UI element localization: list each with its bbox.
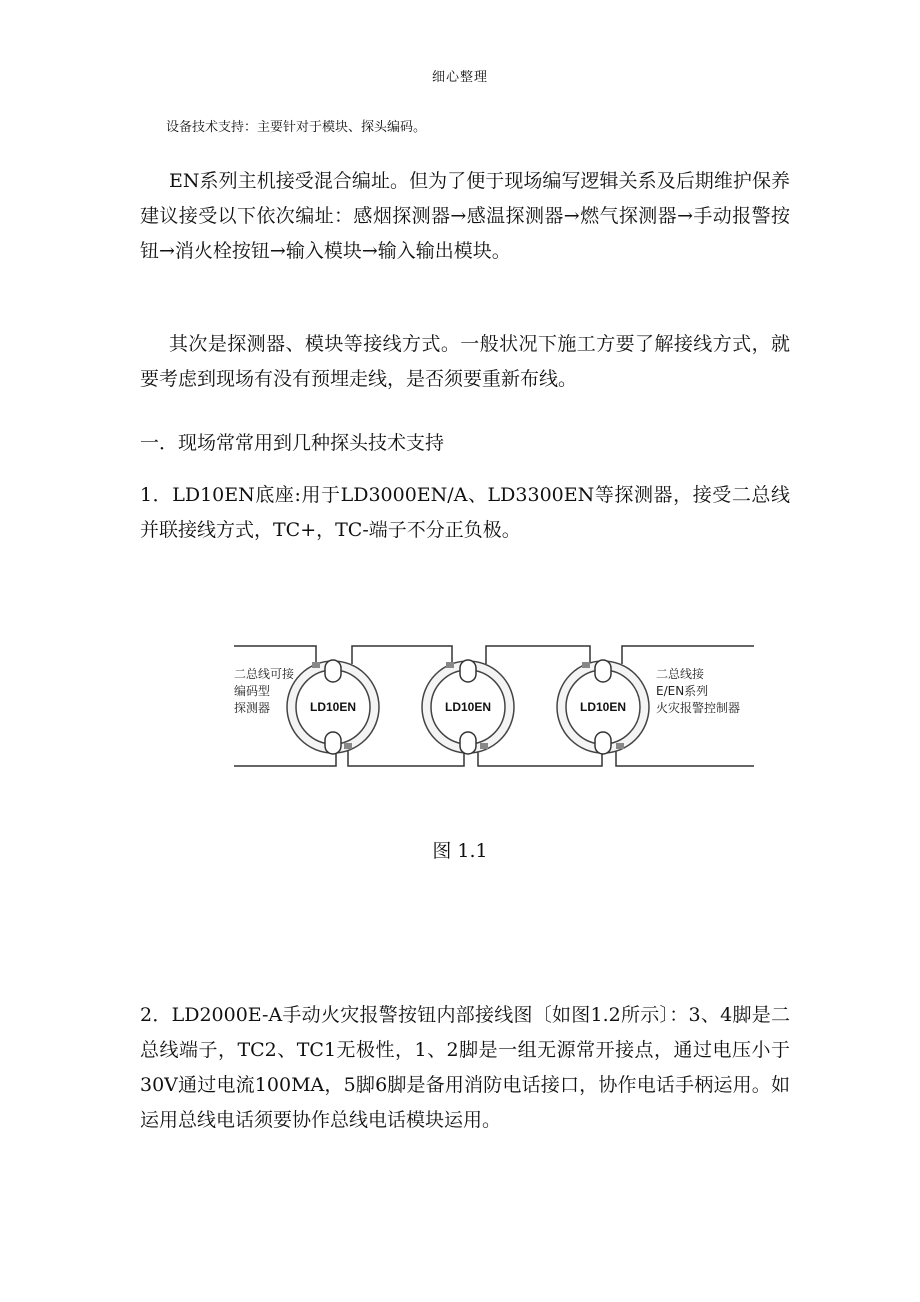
left-label-line3: 探测器 xyxy=(234,701,271,715)
paragraph-ld2000e: 2．LD2000E-A手动火灾报警按钮内部接线图〔如图1.2所示〕：3、4脚是二总线端子，TC2、TC1无极性，1、2脚是一组无源常开接点，通过电压小于30V通过电流100MA，5脚6脚是备用消防电话接口，协作电话手柄运用。如运用总线电话须要协作总线电话模块运用。 xyxy=(140,1004,790,1131)
support-note: 设备技术支持：主要针对于模块、探头编码。 xyxy=(166,120,427,135)
right-label-line3: 火灾报警控制器 xyxy=(656,701,741,715)
unit-label-2: LD10EN xyxy=(444,700,492,714)
section-heading: 一．现场常常用到几种探头技术支持 xyxy=(140,432,445,454)
right-annotation xyxy=(656,666,740,715)
wiring-diagram xyxy=(228,634,760,776)
page-header: 细心整理 xyxy=(431,70,488,85)
figure-caption: 图 1.1 xyxy=(432,840,488,862)
detector-base-2 xyxy=(422,660,514,754)
paragraph-ld10en: 1．LD10EN底座:用于LD3000EN/A、LD3300EN等探测器，接受二总线并联接线方式，TC+，TC-端子不分正负极。 xyxy=(140,484,790,541)
right-label-line1: 二总线接 xyxy=(656,667,705,681)
detector-base-1 xyxy=(287,660,379,754)
paragraph-addressing: EN系列主机接受混合编址。但为了便于现场编写逻辑关系及后期维护保养建议接受以下依次编址：感烟探测器→感温探测器→燃气探测器→手动报警按钮→消火栓按钮→输入模块→输入输出模块。 xyxy=(140,170,790,262)
left-annotation xyxy=(234,666,294,715)
paragraph-wiring: 其次是探测器、模块等接线方式。一般状况下施工方要了解接线方式，就要考虑到现场有没有预埋走线，是否须要重新布线。 xyxy=(140,333,790,390)
unit-label-3: LD10EN xyxy=(579,700,627,714)
left-label-line1: 二总线可接 xyxy=(234,667,295,681)
right-label-line2: E/EN系列 xyxy=(656,684,709,698)
left-label-line2: 编码型 xyxy=(234,684,271,698)
detector-base-3 xyxy=(557,660,649,754)
unit-label-1: LD10EN xyxy=(309,700,357,714)
